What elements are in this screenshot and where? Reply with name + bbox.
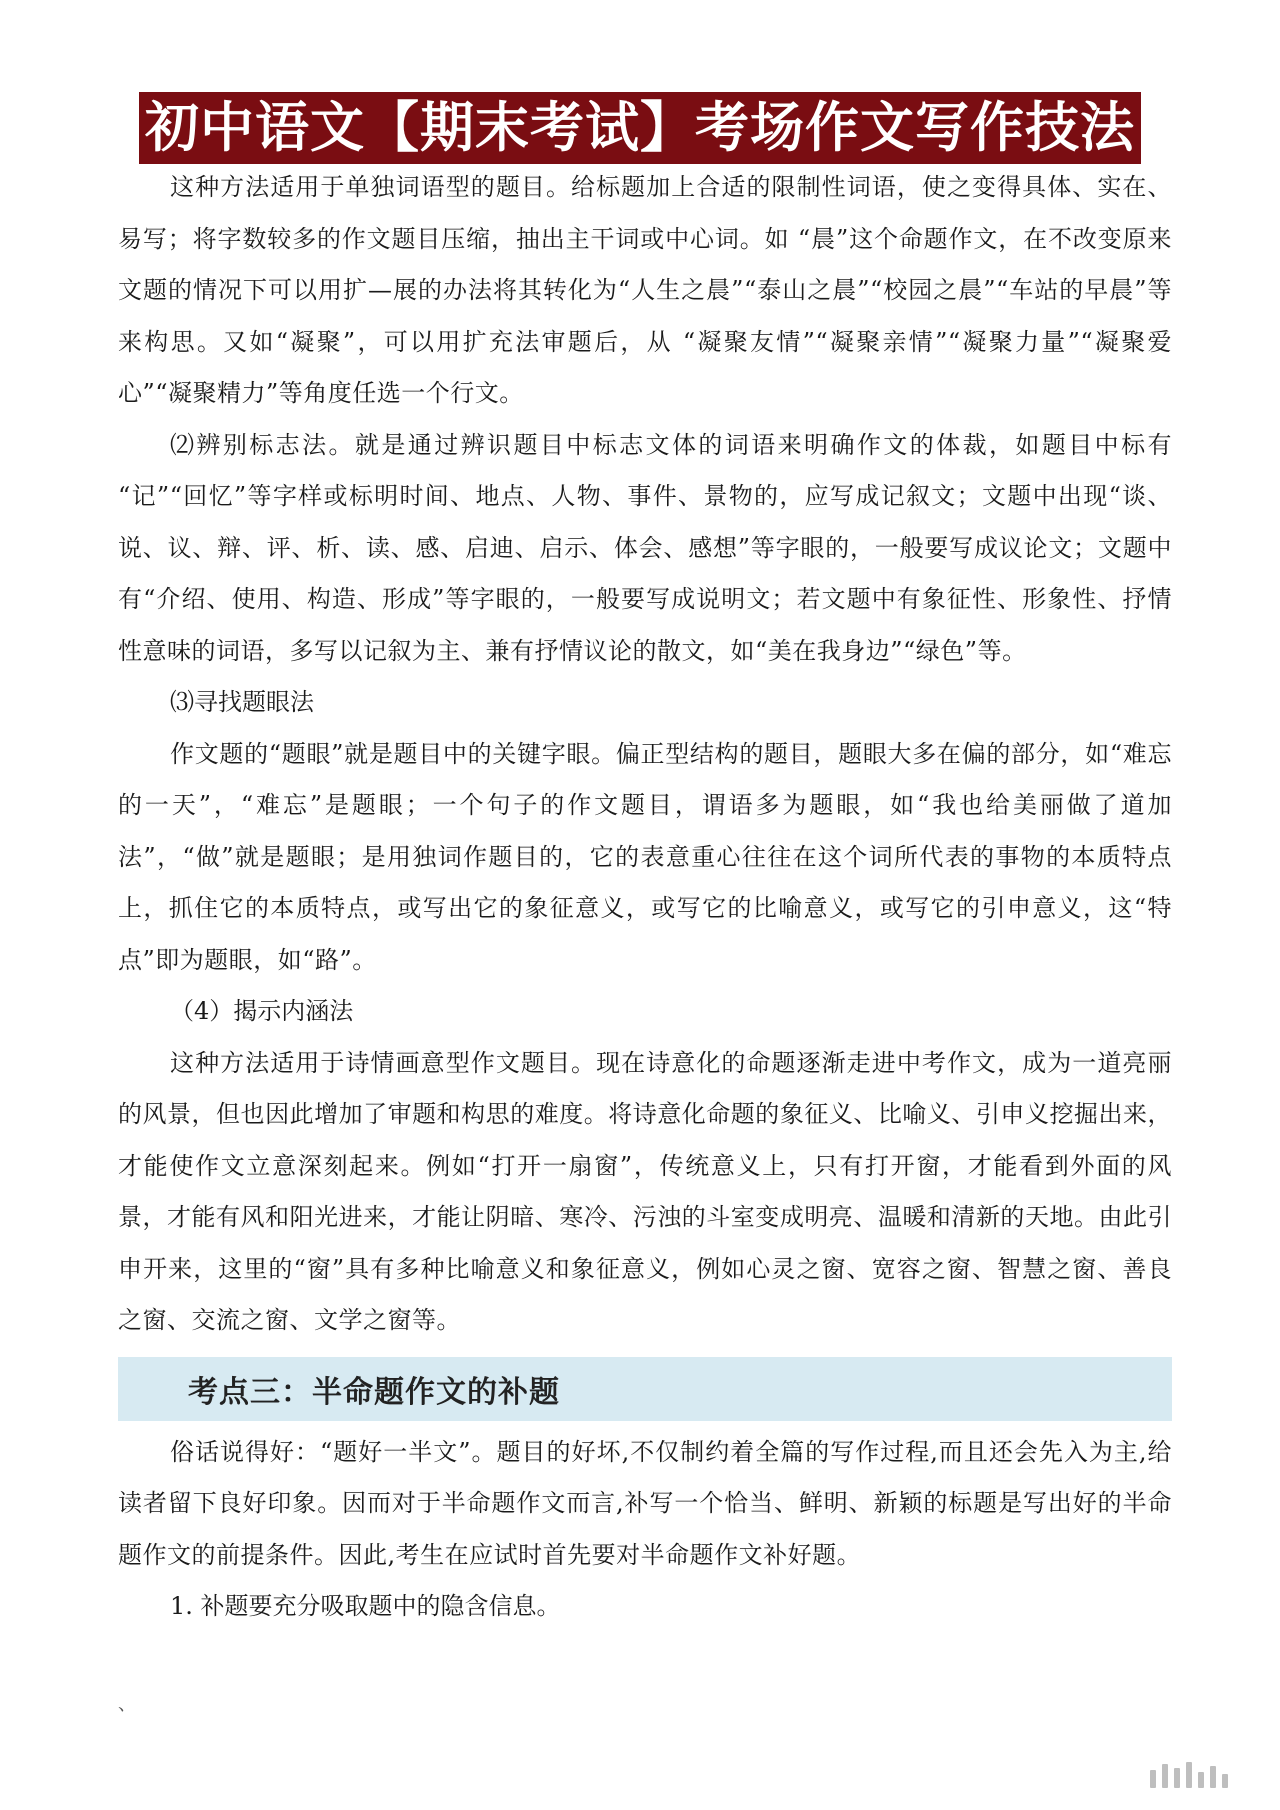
subheading-find-title-eye: ⑶寻找题眼法 <box>170 688 314 716</box>
paragraph-identify-markers: ⑵辨别标志法。就是通过辨识题目中标志文体的词语来明确作文的体裁，如题目中标有 “记”“回忆”等字样或标明时间、地点、人物、事件、景物的，应写成记叙文；文题中出现“谈、说、议、辩、评、析、读、感、启迪、启示、体会、感想”等字眼的，一般要写成议论文；文题中有“介绍、使用、构造、形成”等字眼的，一般要写成说明文；若文题中有象征性、形象性、抒情性意味的词语，多写以记叙为主、兼有抒情议论的散文，如“美在我身边”“绿色”等。 <box>118 430 1172 665</box>
document-body <box>118 162 1172 1633</box>
section-header-bar <box>118 1357 1172 1421</box>
watermark-bars-icon <box>1150 1762 1246 1788</box>
paragraph-connotation: 这种方法适用于诗情画意型作文题目。现在诗意化的命题逐渐走进中考作文，成为一道亮丽的风景，但也因此增加了审题和构思的难度。将诗意化命题的象征义、比喻义、引申义挖掘出来，才能使作文立意深刻起来。例如“打开一扇窗”，传统意义上，只有打开窗，才能看到外面的风景，才能有风和阳光进来，才能让阴暗、寒冷、污浊的斗室变成明亮、温暖和清新的天地。由此引申开来，这里的“窗”具有多种比喻意义和象征意义，例如心灵之窗、宽容之窗、智慧之窗、善良之窗、交流之窗、文学之窗等。 <box>118 1048 1172 1334</box>
title-wrap <box>0 92 1280 164</box>
subheading-reveal-connotation: （4）揭示内涵法 <box>170 997 354 1025</box>
subheading-hidden-info: 1. 补题要充分吸取题中的隐含信息。 <box>170 1592 561 1620</box>
paragraph-expand-method: 这种方法适用于单独词语型的题目。给标题加上合适的限制性词语，使之变得具体、实在、易写；将字数较多的作文题目压缩，抽出主干词或中心词。如 “晨”这个命题作文，在不改变原来文题的情况下可以用扩—展的办法将其转化为“人生之晨”“泰山之晨”“校园之晨”“车站的早晨”等来构思。又如“凝聚”，可以用扩充法审题后，从 “凝聚友情”“凝聚亲情”“凝聚力量”“凝聚爱心”“凝聚精力”等角度任选一个行文。 <box>118 173 1172 407</box>
page-title: 初中语文【期末考试】考场作文写作技法 <box>139 92 1141 164</box>
paragraph-title-eye: 作文题的“题眼”就是题目中的关键字眼。偏正型结构的题目，题眼大多在偏的部分，如“难忘的一天”，“难忘”是题眼；一个句子的作文题目，谓语多为题眼，如“我也给美丽做了道加法”，“做”就是题眼；是用独词作题目的，它的表意重心往往在这个词所代表的事物的本质特点上，抓住它的本质特点，或写出它的象征意义，或写它的比喻意义，或写它的引申意义，这“特点”即为题眼，如“路”。 <box>118 739 1172 974</box>
stray-mark: 、 <box>118 1694 136 1715</box>
paragraph-half-proposition: 俗话说得好：“题好一半文”。题目的好坏,不仅制约着全篇的写作过程,而且还会先入为主,给读者留下良好印象。因而对于半命题作文而言,补写一个恰当、鲜明、新颖的标题是写出好的半命题作文的前提条件。因此,考生在应试时首先要对半命题作文补好题。 <box>118 1437 1172 1569</box>
section-title: 考点三：半命题作文的补题 <box>188 1374 560 1410</box>
